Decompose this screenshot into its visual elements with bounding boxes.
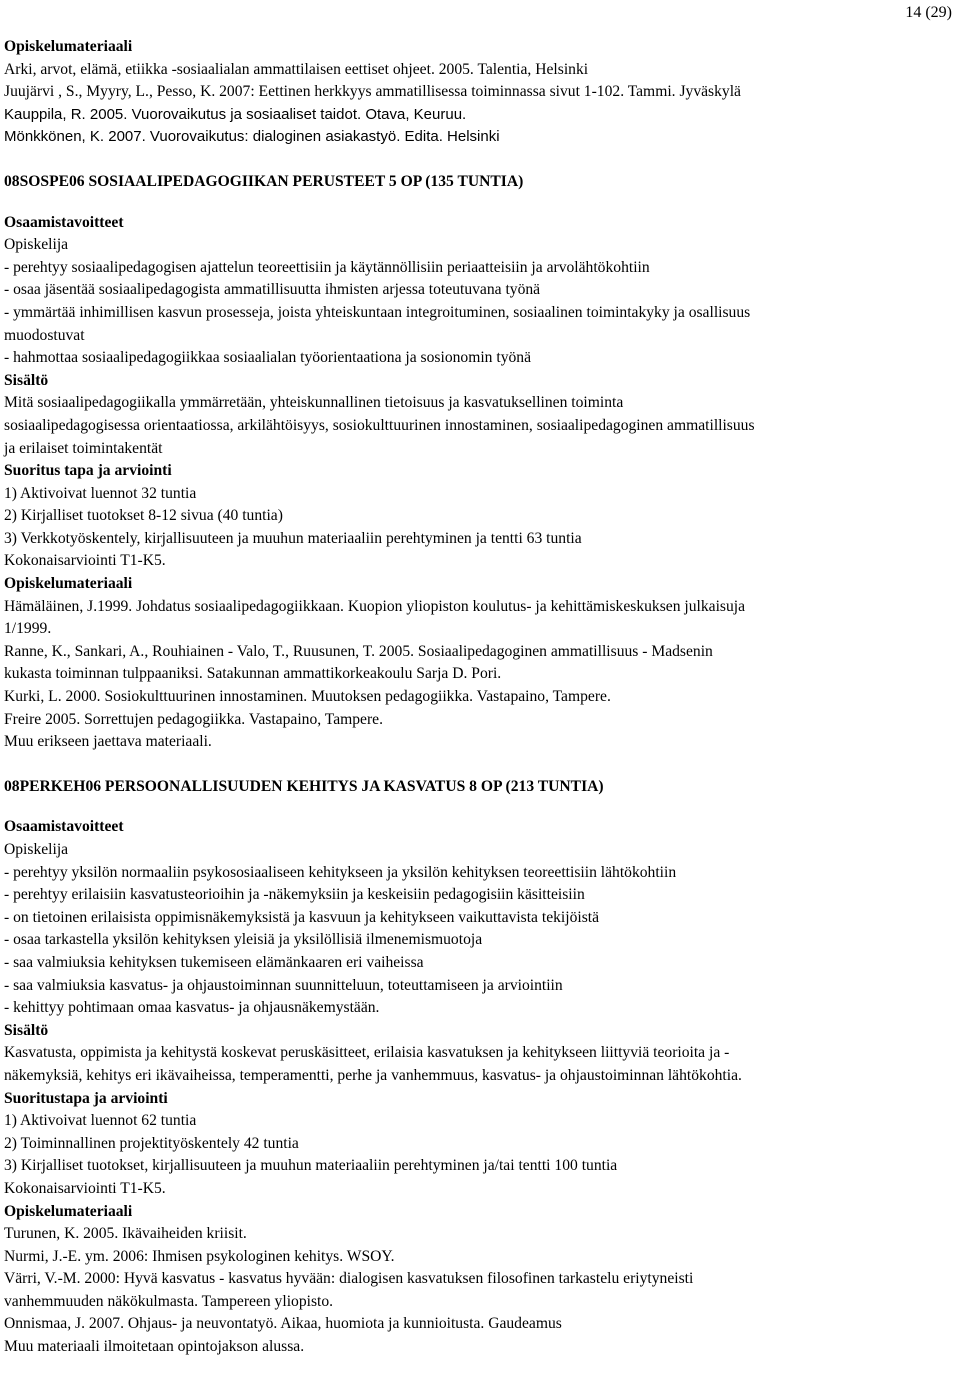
goal-item: muodostuvat — [4, 326, 85, 344]
material-line: Freire 2005. Sorrettujen pedagogiikka. Vastapaino, Tampere. — [4, 710, 383, 728]
material-line: Ranne, K., Sankari, A., Rouhiainen - Valo, T., Ruusunen, T. 2005. Sosiaalipedagoginen ammatillisuus - Madsenin — [4, 642, 713, 660]
goal-item: - kehittyy pohtimaan omaa kasvatus- ja ohjausnäkemystään. — [4, 999, 380, 1017]
material-line: Muu materiaali ilmoitetaan opintojakson alussa. — [4, 1338, 305, 1356]
document-page — [4, 0, 956, 1359]
content-line: Mitä sosiaalipedagogiikalla ymmärretään, yhteiskunnallinen tietoisuus ja kasvatuksellinen toiminta — [4, 394, 624, 412]
method-line: 2) Toiminnallinen projektityöskentely 42 tuntia — [4, 1134, 299, 1152]
material-line: vanhemmuuden näkökulmasta. Tampereen yliopisto. — [4, 1292, 334, 1310]
material-heading: Opiskelumateriaali — [4, 1202, 133, 1220]
goal-item: - hahmottaa sosiaalipedagogiikkaa sosiaalialan työorientaationa ja sosionomin työnä — [4, 349, 532, 367]
ref-line: Mönkkönen, K. 2007. Vuorovaikutus: dialoginen asiakastyö. Edita. Helsinki — [4, 128, 500, 146]
material-line: Värri, V.-M. 2000: Hyvä kasvatus - kasvatus hyvään: dialogisen kasvatuksen filosofinen tarkastelu eriytyneisti — [4, 1270, 694, 1288]
content-line: sosiaalipedagogisessa orientaatiossa, arkilähtöisyys, sosiokulttuurinen innostaminen, sosiaalipedagoginen ammatillisuus — [4, 416, 755, 434]
method-line: 3) Verkkotyöskentely, kirjallisuuteen ja muuhun materiaaliin perehtyminen ja tentti 63 tuntia — [4, 529, 582, 547]
material-line: Nurmi, J.-E. ym. 2006: Ihmisen psykologinen kehitys. WSOY. — [4, 1247, 395, 1265]
goal-item: - osaa tarkastella yksilön kehityksen yleisiä ja yksilöllisiä ilmenemismuotoja — [4, 931, 483, 949]
material-line: kukasta toiminnan tulppaaniksi. Satakunnan ammattikorkeakoulu Sarja D. Pori. — [4, 665, 502, 683]
goals-heading: Osaamistavoitteet — [4, 818, 124, 836]
goal-item: - ymmärtää inhimillisen kasvun prosesseja, joista yhteiskuntaan integroituminen, sosiaalinen toimintakyky ja osallisuus — [4, 303, 751, 321]
goal-item: - perehtyy erilaisiin kasvatusteorioihin ja -näkemyksiin ja keskeisiin pedagogisiin käsitteisiin — [4, 886, 585, 904]
material-heading: Opiskelumateriaali — [4, 575, 133, 593]
content-heading: Sisältö — [4, 371, 49, 389]
material-line: Onnismaa, J. 2007. Ohjaus- ja neuvontatyö. Aikaa, huomiota ja kunnioitusta. Gaudeamus — [4, 1315, 562, 1333]
content-line: näkemyksiä, kehitys eri ikävaiheissa, temperamentti, perhe ja vanhemmuus, kasvatus- ja ohjaustoiminnan lähtökohtia. — [4, 1066, 742, 1084]
method-line: 3) Kirjalliset tuotokset, kirjallisuuteen ja muuhun materiaaliin perehtyminen ja/tai tentti 100 tuntia — [4, 1157, 618, 1175]
material-line: 1/1999. — [4, 620, 52, 638]
ref-line: Kauppila, R. 2005. Vuorovaikutus ja sosiaaliset taidot. Otava, Keuruu. — [4, 105, 467, 123]
content-line: ja erilaiset toimintakentät — [4, 439, 163, 457]
material-line: Muu erikseen jaettava materiaali. — [4, 733, 212, 751]
goal-item: - saa valmiuksia kasvatus- ja ohjaustoiminnan suunnitteluun, toteuttamiseen ja arviointiin — [4, 976, 563, 994]
top-material-heading: Opiskelumateriaali — [4, 38, 133, 55]
goal-item: - perehtyy sosiaalipedagogisen ajattelun teoreettisiin ja käytännöllisiin periaatteisiin ja arvolähtökohtiin — [4, 258, 650, 276]
material-line: Turunen, K. 2005. Ikävaiheiden kriisit. — [4, 1225, 247, 1243]
ref-line: Arki, arvot, elämä, etiikka -sosiaalialan ammattilaisen eettiset ohjeet. 2005. Talentia, Helsinki — [4, 60, 589, 78]
student-label: Opiskelija — [4, 236, 69, 254]
goals-heading: Osaamistavoitteet — [4, 213, 124, 231]
method-heading: Suoritus tapa ja arviointi — [4, 462, 172, 480]
method-line: 1) Aktivoivat luennot 32 tuntia — [4, 484, 197, 502]
goal-item: - saa valmiuksia kehityksen tukemiseen elämänkaaren eri vaiheissa — [4, 953, 424, 971]
page-number: 14 (29) — [905, 4, 952, 21]
goal-item: - perehtyy yksilön normaaliin psykososiaaliseen kehitykseen ja yksilön kehityksen teoreettisiin lähtökohtiin — [4, 863, 677, 881]
goal-item: - osaa jäsentää sosiaalipedagogista ammatillisuutta ihmisten arjessa toteutuvana työnä — [4, 281, 541, 299]
student-label: Opiskelija — [4, 841, 69, 858]
method-line: 1) Aktivoivat luennot 62 tuntia — [4, 1112, 197, 1130]
course-title: 08PERKEH06 PERSOONALLISUUDEN KEHITYS JA KASVATUS 8 OP (213 TUNTIA) — [4, 777, 604, 795]
method-heading: Suoritustapa ja arviointi — [4, 1089, 168, 1107]
course-title: 08SOSPE06 SOSIAALIPEDAGOGIIKAN PERUSTEET 5 OP (135 TUNTIA) — [4, 172, 524, 190]
goal-item: - on tietoinen erilaisista oppimisnäkemyksistä ja kasvuun ja kehitykseen vaikuttavista tekijöistä — [4, 908, 600, 926]
content-heading: Sisältö — [4, 1021, 49, 1039]
method-line: 2) Kirjalliset tuotokset 8-12 sivua (40 tuntia) — [4, 507, 283, 525]
material-line: Hämäläinen, J.1999. Johdatus sosiaalipedagogiikkaan. Kuopion yliopiston koulutus- ja kehittämiskeskuksen julkaisuja — [4, 597, 746, 615]
material-line: Kurki, L. 2000. Sosiokulttuurinen innostaminen. Muutoksen pedagogiikka. Vastapaino, Tampere. — [4, 688, 611, 706]
ref-line: Juujärvi , S., Myyry, L., Pesso, K. 2007: Eettinen herkkyys ammatillisessa toiminnassa sivut 1-102. Tammi. Jyväskylä — [4, 83, 741, 101]
content-line: Kasvatusta, oppimista ja kehitystä koskevat peruskäsitteet, erilaisia kasvatuksen ja kehitykseen liittyviä teorioita ja - — [4, 1044, 730, 1062]
method-line: Kokonaisarviointi T1-K5. — [4, 552, 166, 570]
method-line: Kokonaisarviointi T1-K5. — [4, 1179, 166, 1197]
